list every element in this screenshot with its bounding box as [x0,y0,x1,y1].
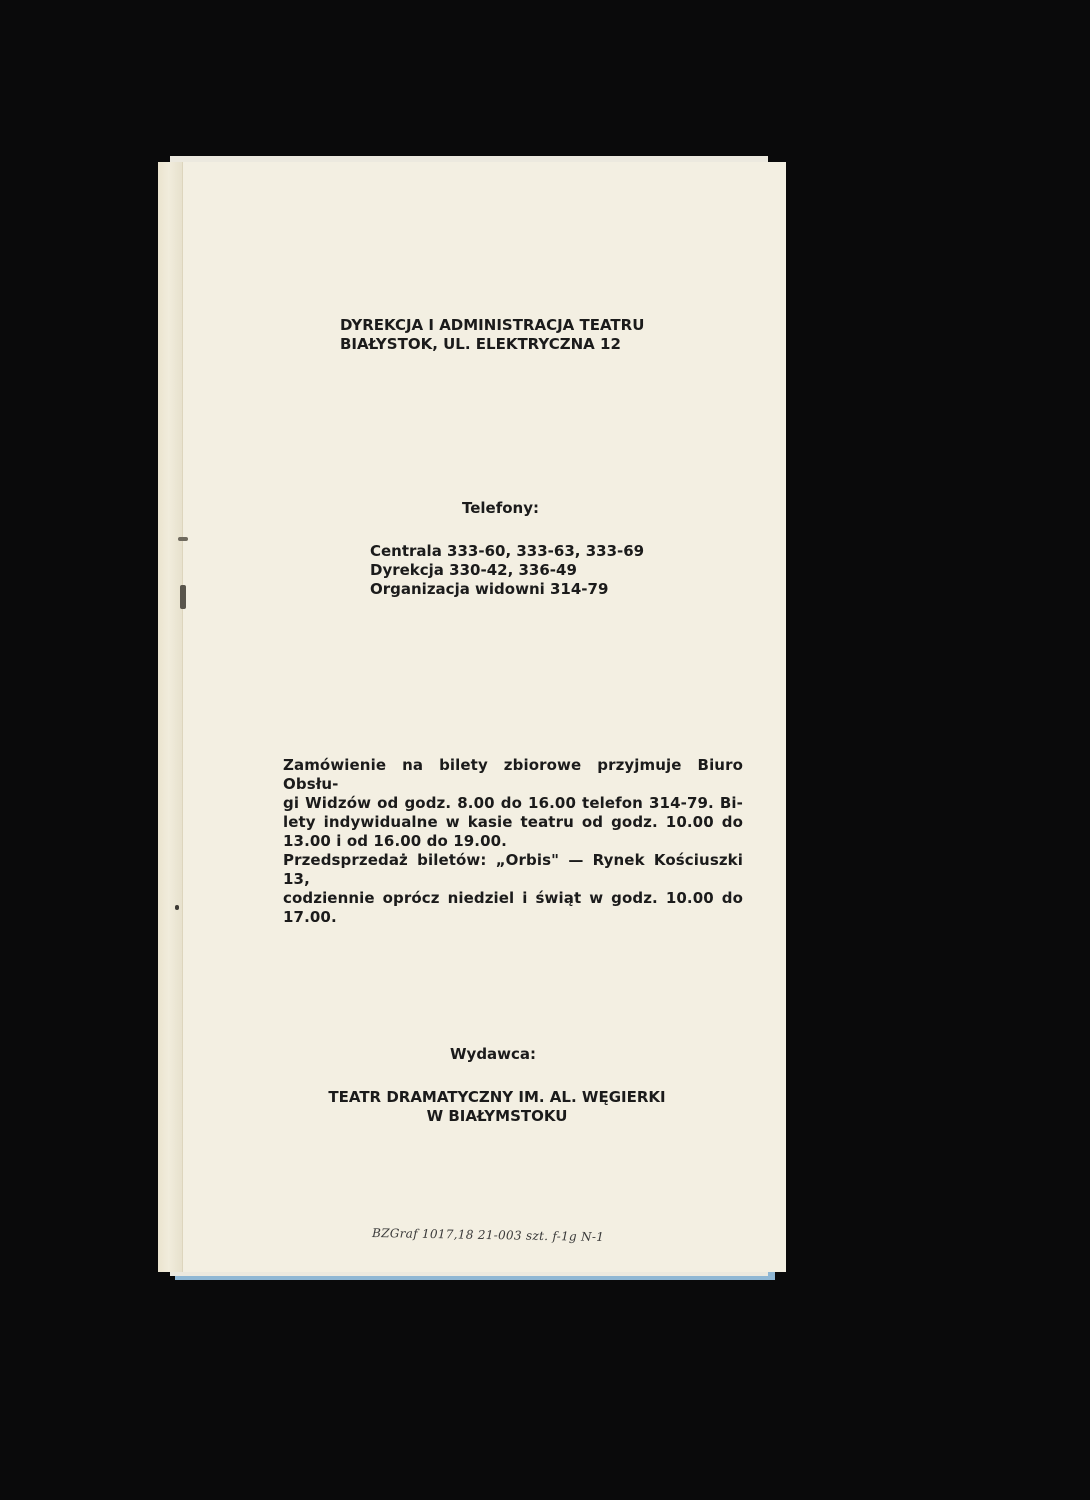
page-spine [158,162,183,1272]
ticket-info-line: lety indywidualne w kasie teatru od godz. 10.00 do [283,813,743,831]
staple-top [178,537,188,541]
header-line-2: BIAŁYSTOK, UL. ELEKTRYCZNA 12 [340,335,621,353]
phone-line: Centrala 333-60, 333-63, 333-69 [370,542,645,560]
ticket-info-line: 13.00 i od 16.00 do 19.00. [283,832,507,850]
ticket-info-line: Zamówienie na bilety zbiorowe przyjmuje Biuro Obsłu- [283,756,743,793]
handwritten-catalog-note: BZGraf 1017,18 21-003 szt. f-1g N-1 [371,1225,605,1245]
phones-list [370,542,644,599]
publisher-line-1: TEATR DRAMATYCZNY IM. AL. WĘGIERKI [328,1088,666,1106]
publisher-name [322,1088,672,1126]
ticket-info-line: 17.00. [283,908,337,926]
publisher-label: Wydawca: [450,1045,537,1063]
ticket-info-line: Przedsprzedaż biletów: „Orbis" — Rynek Kościuszki 13, [283,851,743,888]
phone-line: Dyrekcja 330-42, 336-49 [370,561,577,579]
header-line-1: DYREKCJA I ADMINISTRACJA TEATRU [340,316,645,334]
ticket-info-paragraph [283,756,743,927]
publisher-line-2: W BIAŁYMSTOKU [426,1107,568,1125]
ticket-info-line: codziennie oprócz niedziel i świąt w godz. 10.00 do [283,889,743,907]
ticket-info-line: gi Widzów od godz. 8.00 do 16.00 telefon 314-79. Bi- [283,794,743,812]
staple-bottom [180,585,186,609]
phone-line: Organizacja widowni 314-79 [370,580,609,598]
staple-mark [175,905,179,910]
theatre-header [340,316,644,354]
phones-label: Telefony: [462,499,540,517]
